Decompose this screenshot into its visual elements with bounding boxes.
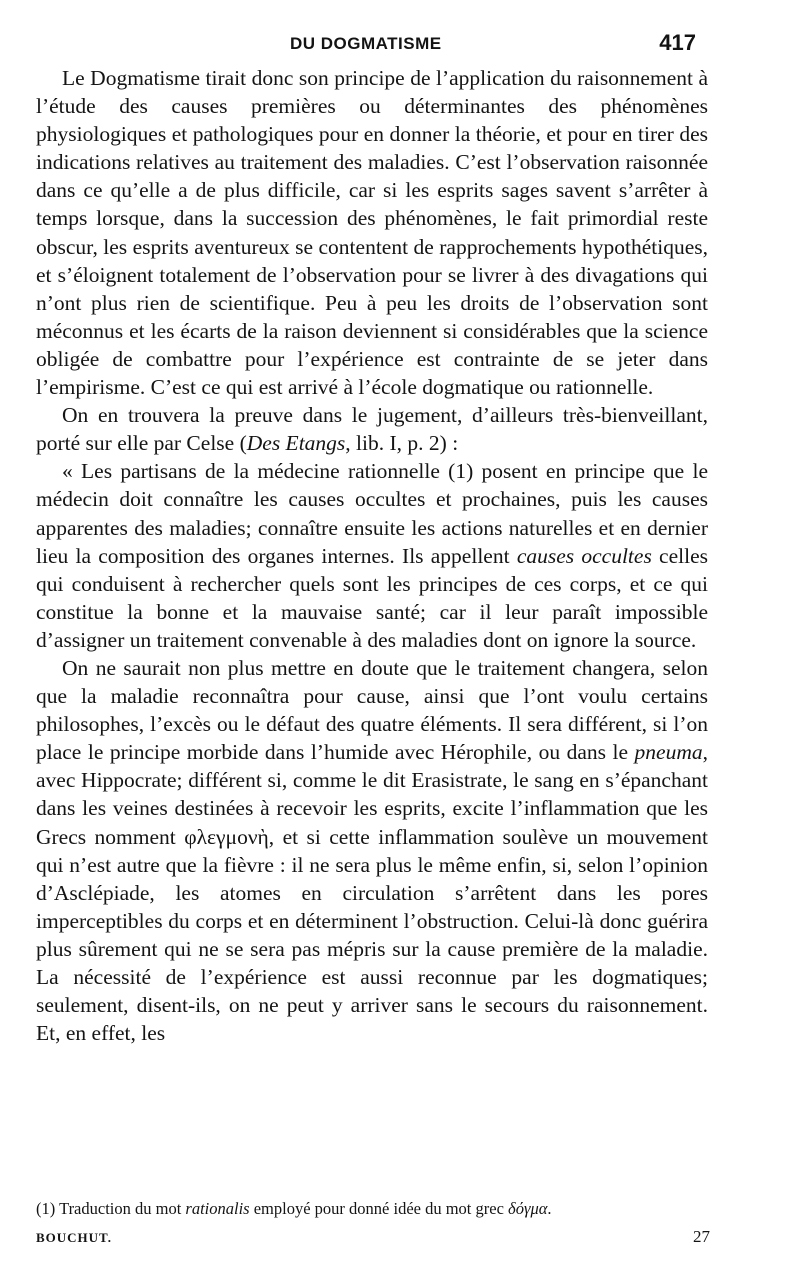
paragraph-3 (36, 457, 708, 654)
paragraph-4-text-3: , et si cette inflammation soulève un mouvement qui n’est autre que la fièvre : il ne sera plus le même enfin, si, selon l’opinion d’Asclépiade, les atomes en circulation s’arrêtent dans les pores imperceptibles du corps et en déterminent l’obstruction. Celui-là donc guérira plus sûrement qui ne se sera pas mépris sur la cause première de la maladie. La nécessité de l’expérience est aussi reconnue par les dogmatiques; seulement, disent-ils, on ne peut y arriver sans le secours du raisonnement. Et, en effet, les (36, 824, 709, 1046)
body-text (36, 64, 708, 1047)
footnote (36, 1198, 720, 1220)
footnote-text-2: employé pour donné idée du mot grec (249, 1199, 509, 1218)
running-title: DU DOGMATISME (290, 34, 442, 53)
paragraph-4 (36, 654, 708, 1047)
paragraph-3-text: « Les partisans de la médecine rationnelle (1) posent en principe que le médecin doit connaître les causes occultes et prochaines, puis les causes apparentes des maladies; connaître ensuite les actions naturelles et en dernier lieu la composition des organes internes. Ils appellent (36, 459, 708, 568)
printer-signature: BOUCHUT. (36, 1230, 113, 1245)
paragraph-3-text-end: celles qui conduisent à rechercher quels sont les principes de ces corps, et ce qui constitue la bonne et la mauvaise santé; car il leur paraît impossible d’assigner un traitement convenable à des maladies dont on ignore la source. (36, 543, 708, 652)
page-number: 417 (659, 30, 696, 55)
footnote-greek: δόγμα (508, 1199, 548, 1218)
paragraph-4-italic: pneuma (634, 740, 703, 765)
footnote-italic: rationalis (185, 1199, 250, 1218)
paragraph-2-text-end: , lib. I, p. 2) : (345, 431, 459, 456)
paragraph-2-text: On en trouvera la preuve dans le jugement, d’ailleurs très-bienveillant, porté sur elle par Celse ( (36, 403, 708, 456)
signature-number: 27 (693, 1227, 710, 1246)
paragraph-2 (36, 401, 708, 457)
paragraph-3-italic: causes occultes (516, 543, 652, 568)
footnote-text-end: . (547, 1199, 552, 1218)
paragraph-4-text: On ne saurait non plus mettre en doute que le traitement changera, selon que la maladie reconnaîtra pour cause, ainsi que l’ont voulu certains philosophes, l’excès ou le défaut des quatre éléments. Il sera différent, si l’on place le principe morbide dans l’humide avec Hérophile, ou dans le (36, 655, 708, 765)
paragraph-1: Le Dogmatisme tirait donc son principe de l’application du raisonnement à l’étude des causes premières ou déterminantes des phénomènes physiologiques et pathologiques pour en donner la théorie, et pour en tirer des indications relatives au traitement des maladies. C’est l’observation raisonnée dans ce qu’elle a de plus difficile, car si les esprits sages savent s’arrêter à temps lorsque, dans la succession des phénomènes, le fait primordial reste obscur, les esprits aventureux se contentent de rapprochements hypothétiques, et s’éloignent totalement de l’observation pour se livrer à des divagations qui n’ont plus rien de scientifique. Peu à peu les droits de l’observation sont méconnus et les écarts de la raison deviennent si considérables que la science obligée de combattre pour l’expérience est contrainte de se jeter dans l’empirisme. C’est ce qui est arrivé à l’école dogmatique ou rationnelle. (36, 66, 708, 400)
paragraph-4-greek: φλεγμονὴ (184, 824, 269, 849)
page-footer (36, 1227, 710, 1249)
paragraph-4-text-2: , avec Hippocrate; différent si, comme le dit Erasistrate, le sang en s’épanchant dans les veines destinées à recevoir les esprits, excite l’inflammation que les Grecs nomment (36, 740, 708, 849)
footnote-text: (1) Traduction du mot (36, 1199, 186, 1218)
paragraph-2-italic: Des Etangs (246, 431, 346, 456)
page-header (36, 30, 696, 62)
